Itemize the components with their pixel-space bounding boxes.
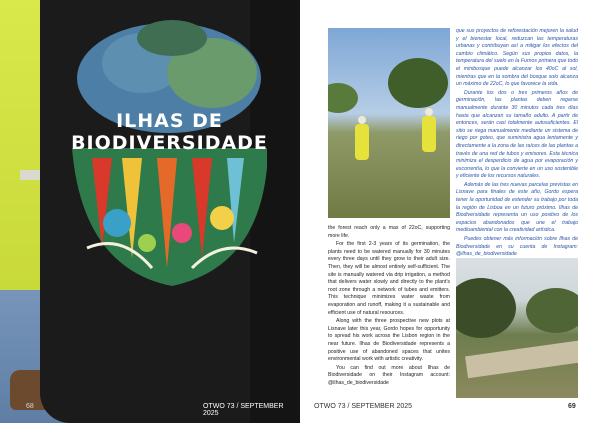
page-number-left: 68	[26, 403, 34, 410]
page-number-right: 69	[568, 403, 576, 410]
paragraph: Además de las tres nuevas parcelas previstas en Lisnave para finales de este año, Gordo espera tener la oportunidad de extender su trabajo por toda la región de Lisboa en un futuro próximo. Ilhas de Biodiversidade representa un uso positivo de los espacios abandonados que une el trabajo medioambiental con la creatividad artística.	[456, 181, 578, 234]
dirt-path	[465, 340, 578, 378]
photo-workers-in-field	[328, 28, 450, 218]
paragraph: For the first 2-3 years of its germination, the plants need to be watered manually for 30 minutes every three days until they grow to their adult size. Then, they will be almost entirely self-sufficient. The site is manually watered via drip irrigation, a method that delivers water slowly and directly to the plant’s root zone through a network of tubes and emitters. This technique minimizes water waste from evaporation and runoff, making it a sustainable and efficient use of natural resources.	[328, 241, 450, 316]
worker-vest	[355, 124, 369, 160]
shirt-print-illustration	[62, 18, 277, 298]
footer-right: OTWO 73 / SEPTEMBER 2025	[314, 403, 413, 410]
paragraph: que sus proyectos de reforestación mejoren la salud y el bienestar local, reduzcan las temperaturas urbanas y contribuyan así a mitigar los efectos del cambio climático. Según sus propios datos, la temperatura del suelo en la Furnos primera que todo el minibosque puede alcanzar los 40oC al sol, mientras que en la sombra del bosque solo alcanza un máximo de 22oC, lo que favorece la vida.	[456, 28, 578, 88]
footer-left: OTWO 73 / SEPTEMBER 2025	[203, 403, 284, 417]
spanish-column	[456, 28, 578, 260]
paragraph: You can find out more about Ilhas de Biodiversidade on their Instagram account: @ilhas_de_biodiversidade	[328, 364, 450, 386]
worker-head	[425, 108, 433, 116]
photo-park-path	[456, 258, 578, 398]
english-column	[328, 225, 450, 388]
tree-canopy	[526, 288, 578, 333]
print-artwork	[62, 18, 277, 298]
worker-head	[358, 116, 366, 124]
paragraph: Along with the three prospective new plots at Lisnave later this year, Gordo hopes for opportunity to spread his work across the Lisbon region in the near future. Ilhas de Biodiversidade represents a positive use of abandoned spaces that unites environmental work with artistic creativity.	[328, 318, 450, 363]
paragraph: the forest reach only a max of 22oC, supporting more life.	[328, 225, 450, 239]
right-page	[300, 0, 600, 423]
tree-canopy	[456, 278, 516, 338]
paragraph: Durante los dos o tres primeros años de germinación, las plantas deben regarse manualmente durante 30 minutos cada tres días hasta que alcanzan su tamaño adulto. A partir de entonces, serán casi totalmente autosuficientes. El sitio se riega manualmente mediante un sistema de riego por goteo, que suministra agua lentamente y directamente a la zona de las raíces de las plantas a través de una red de tubos y emisores. Esta técnica minimiza el desperdicio de agua por evaporación y escorrentía, lo que la convierte en un uso sostenible y eficiente de los recursos naturales.	[456, 89, 578, 180]
worker-vest	[422, 116, 436, 152]
tree	[388, 58, 448, 108]
shirt-print-line2: BIODIVERSIDADE	[71, 132, 268, 154]
paragraph: Puedes obtener más información sobre Ilhas de Biodiversidade en su cuenta de Instagram: @ilhas_de_biodiversidade	[456, 236, 578, 258]
tree	[328, 83, 358, 113]
shirt-print-line1: ILHAS DE	[116, 110, 223, 132]
